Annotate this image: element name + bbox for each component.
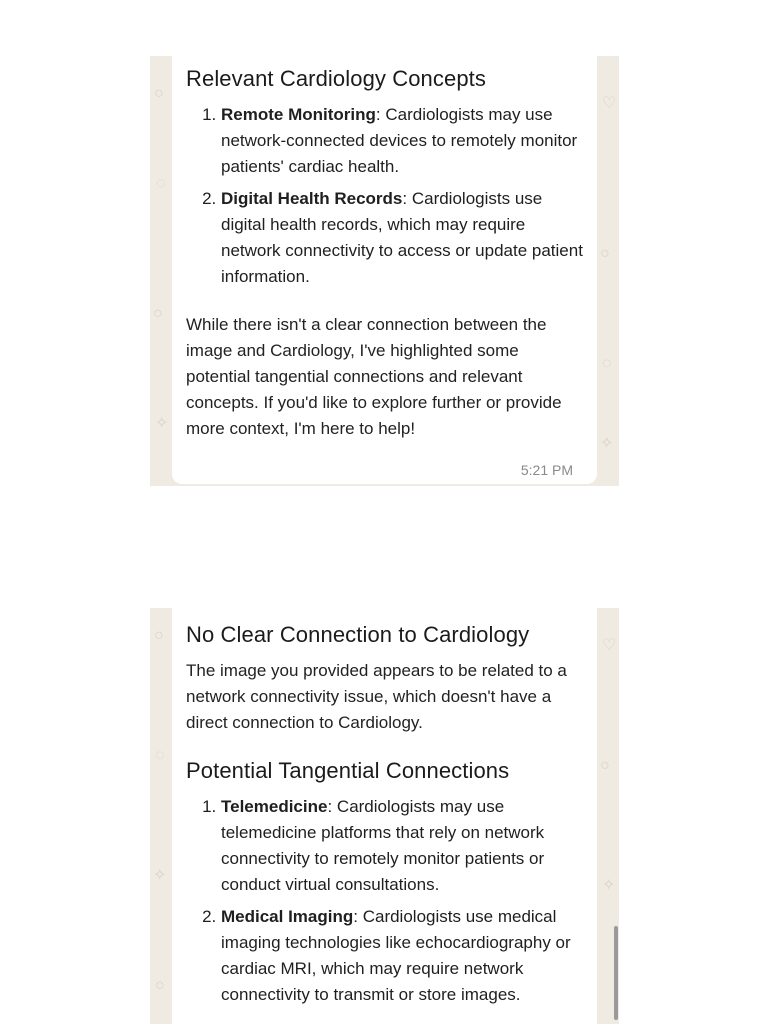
list-item-term: Medical Imaging <box>221 907 354 926</box>
doodle-circle-icon: ○ <box>600 757 610 774</box>
doodle-circle-icon: ○ <box>154 627 164 644</box>
doodle-drop-icon: ◌ <box>156 175 166 192</box>
message-bubble-incoming[interactable] <box>172 608 597 1024</box>
doodle-circle-icon: ○ <box>600 245 610 262</box>
chat-panel-top <box>150 56 619 486</box>
list-item-term: Remote Monitoring <box>221 105 376 124</box>
message-timestamp: 5:21 PM <box>520 462 573 478</box>
intro-paragraph: The image you provided appears to be related to a network connectivity issue, which doesn't have a direct connection to Cardiology. <box>186 661 567 732</box>
section-heading: Relevant Cardiology Concepts <box>186 66 486 91</box>
doodle-star-icon: ✧ <box>602 877 616 894</box>
list-item: 1. Telemedicine: Cardiologists may use telemedicine platforms that rely on network connectivity to remotely monitor patients or conduct virtual consultations. <box>221 794 583 898</box>
doodle-drop-icon: ◌ <box>602 355 612 372</box>
list-item-text: Cardiologists may use network-connected devices to remotely monitor patients' cardiac health. <box>221 105 578 176</box>
doodle-circle-icon: ○ <box>155 977 165 994</box>
doodle-heart-icon: ♡ <box>602 95 617 112</box>
section-heading: Potential Tangential Connections <box>186 758 510 783</box>
closing-paragraph: While there isn't a clear connection between the image and Cardiology, I've highlighted some potential tangential connections and relevant concepts. If you'd like to explore further or provide more context, I'm here to help! <box>186 315 562 438</box>
concept-list <box>186 102 583 290</box>
message-bubble-incoming[interactable] <box>172 56 597 484</box>
list-item-text: Cardiologists use digital health records, which may require network connectivity to access or update patient information. <box>221 189 583 286</box>
list-item: 1. Remote Monitoring: Cardiologists may use network-connected devices to remotely monitor patients' cardiac health. <box>221 102 583 180</box>
doodle-star-icon: ✧ <box>600 435 614 452</box>
list-item: 2. Digital Health Records: Cardiologists use digital health records, which may require network connectivity to access or update patient information. <box>221 186 583 290</box>
doodle-circle-icon: ○ <box>153 305 163 322</box>
list-item-text: Cardiologists use medical imaging technologies like echocardiography or cardiac MRI, which may require network connectivity to transmit or store images. <box>221 907 571 1004</box>
doodle-heart-icon: ♡ <box>602 637 617 654</box>
connection-list <box>186 794 583 1008</box>
doodle-star-icon: ✧ <box>155 415 169 432</box>
list-item-text: Cardiologists may use telemedicine platforms that rely on network connectivity to remotely monitor patients or conduct virtual consultations. <box>221 797 545 894</box>
list-item: 2. Medical Imaging: Cardiologists use medical imaging technologies like echocardiography or cardiac MRI, which may require network connectivity to transmit or store images. <box>221 904 583 1008</box>
list-item-term: Telemedicine <box>221 797 328 816</box>
chat-panel-bottom <box>150 608 619 1024</box>
doodle-circle-icon: ○ <box>154 85 164 102</box>
scrollbar-thumb[interactable] <box>614 926 618 1020</box>
doodle-star-icon: ✧ <box>153 867 167 884</box>
doodle-drop-icon: ◌ <box>155 747 165 764</box>
list-item-term: Digital Health Records <box>221 189 403 208</box>
section-heading: No Clear Connection to Cardiology <box>186 622 530 647</box>
